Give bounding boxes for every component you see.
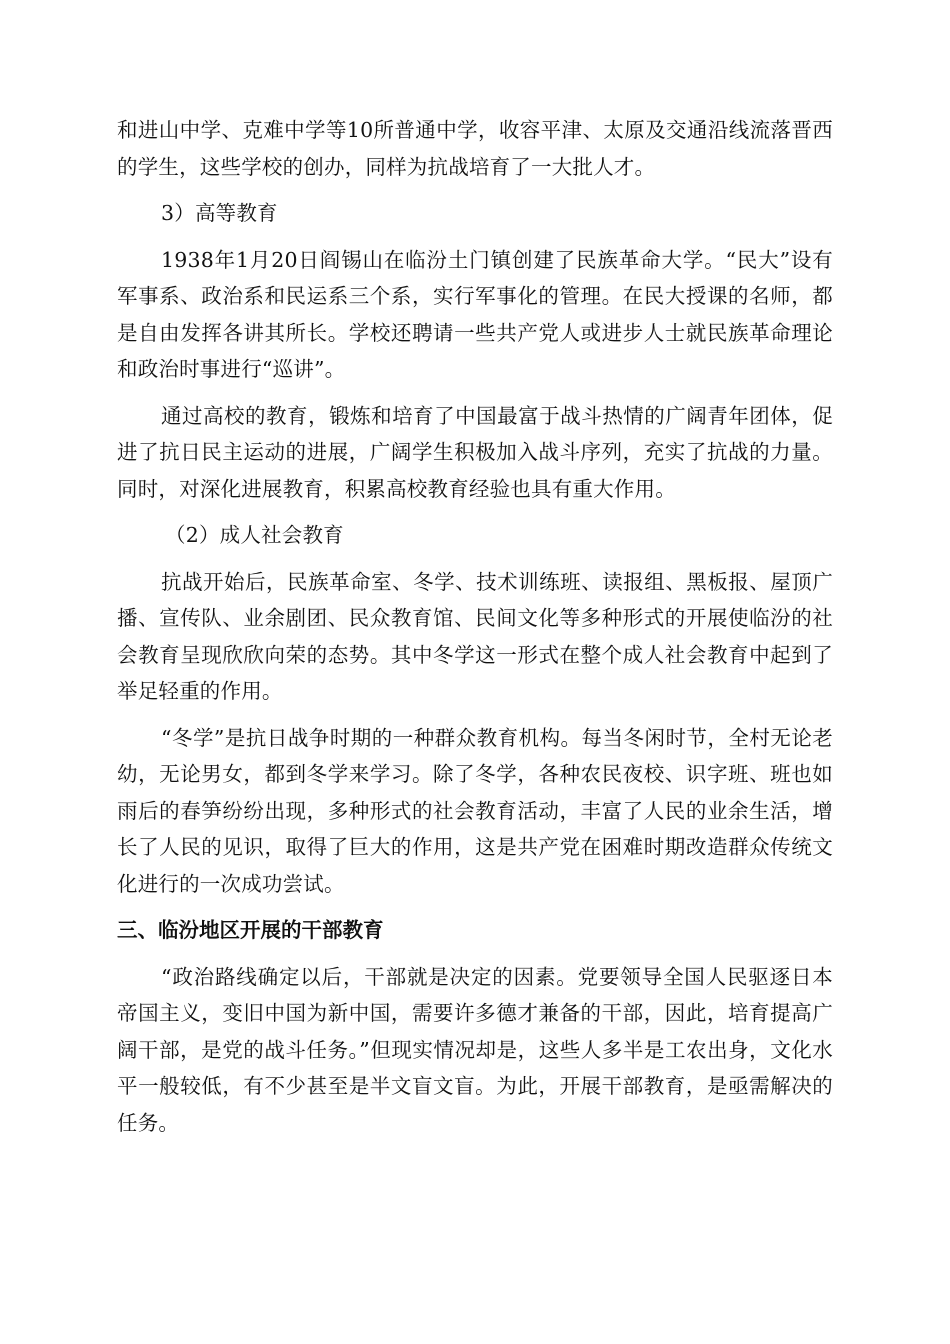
paragraph-dongxue: “冬学”是抗日战争时期的一种群众教育机构。每当冬闲时节，全村无论老幼，无论男女，都到冬学来学习。除了冬学，各种农民夜校、识字班、班也如雨后的春笋纷纷出现，多种形式的社会教育活动，丰富了人民的业余生活，增长了人民的见识，取得了巨大的作用，这是共产党在困难时期改造群众传统文化进行的一次成功尝试。 xyxy=(117,725,833,896)
paragraph-college-effect: 通过高校的教育，锻炼和培育了中国最富于战斗热情的广阔青年团体，促进了抗日民主运动的进展，广阔学生积极加入战斗序列，充实了抗战的力量。同时，对深化进展教育，积累高校教育经验也具有重大作用。 xyxy=(117,403,833,501)
subheading-higher-education: 3）高等教育 xyxy=(161,201,278,225)
paragraph-middle-schools: 和进山中学、克难中学等10所普通中学，收容平津、太原及交通沿线流落晋西的学生，这些学校的创办，同样为抗战培育了一大批人才。 xyxy=(117,118,833,179)
document-page xyxy=(117,112,833,1141)
section-heading-cadre-education: 三、临汾地区开展的干部教育 xyxy=(117,918,384,942)
paragraph-cadre-quote: “政治路线确定以后，干部就是决定的因素。党要领导全国人民驱逐日本帝国主义，变旧中国为新中国，需要许多德才兼备的干部，因此，培育提高广阔干部，是党的战斗任务。”但现实情况却是，这些人多半是工农出身，文化水平一般较低，有不少甚至是半文盲文盲。为此，开展干部教育，是亟需解决的任务。 xyxy=(117,964,833,1135)
paragraph-minda-founding: 1938年1月20日阎锡山在临汾土门镇创建了民族革命大学。“民大”设有军事系、政治系和民运系三个系，实行军事化的管理。在民大授课的名师，都是自由发挥各讲其所长。学校还聘请一些共产党人或进步人士就民族革命理论和政治时事进行“巡讲”。 xyxy=(117,247,833,381)
paragraph-adult-education-forms: 抗战开始后，民族革命室、冬学、技术训练班、读报组、黑板报、屋顶广播、宣传队、业余剧团、民众教育馆、民间文化等多种形式的开展使临汾的社会教育呈现欣欣向荣的态势。其中冬学这一形式在整个成人社会教育中起到了举足轻重的作用。 xyxy=(117,569,833,703)
subheading-adult-social-education: （2）成人社会教育 xyxy=(165,523,344,547)
